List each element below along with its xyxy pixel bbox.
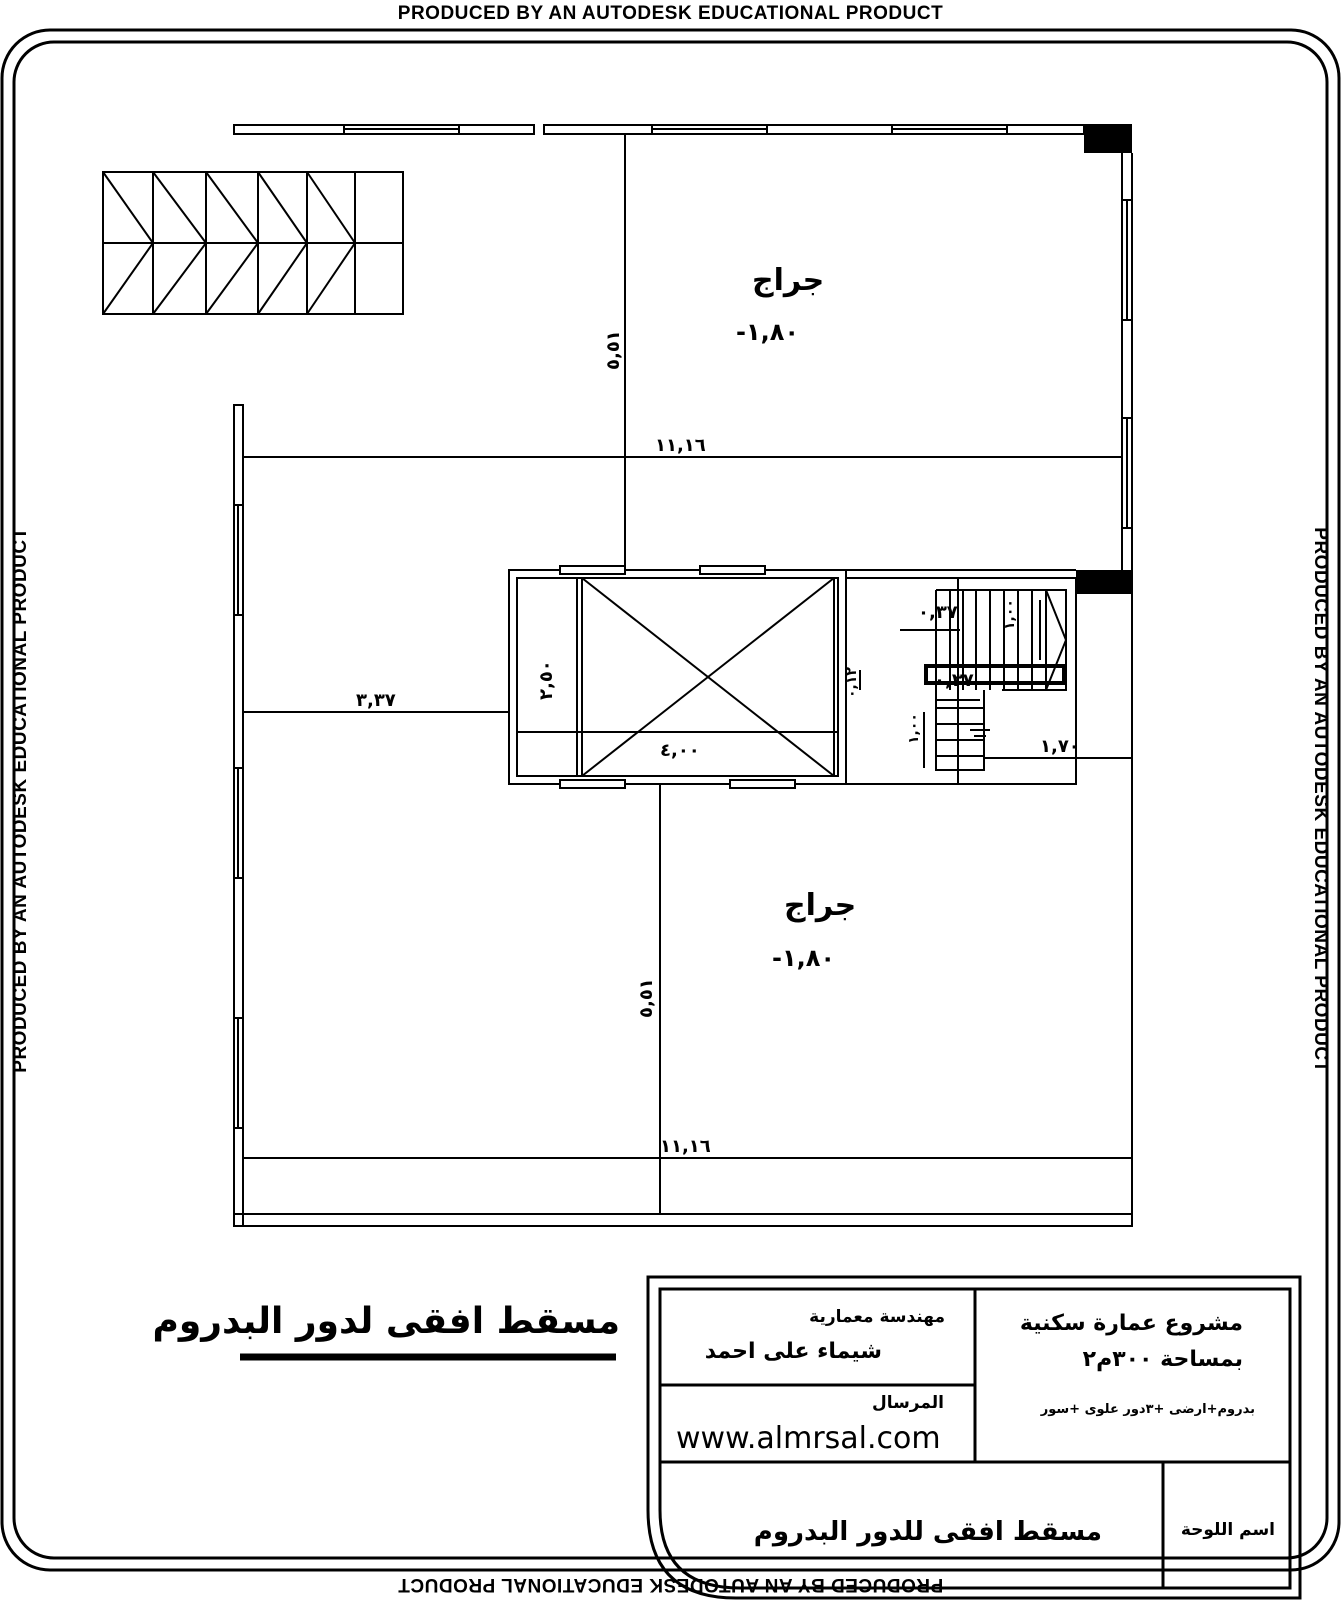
sheet-name: مسقط افقى للدور البدروم	[753, 1517, 1102, 1547]
dim-elevator-width: ٤,٠٠	[660, 740, 700, 761]
dim-height-top: ٥,٥١	[603, 330, 624, 370]
watermark-right: PRODUCED BY AN AUTODESK EDUCATIONAL PRODUCT	[1310, 527, 1331, 1073]
right-wall	[1122, 153, 1132, 1222]
dim-stair-a: ٠,٣٧	[918, 602, 958, 623]
column	[1076, 570, 1132, 594]
room-level-garage-bottom: -١,٨٠	[772, 944, 836, 972]
dim-width-top: ١١,١٦	[655, 435, 706, 456]
dim-height-bottom: ٥,٥١	[636, 978, 657, 1018]
watermark-left: PRODUCED BY AN AUTODESK EDUCATIONAL PRODUCT	[10, 527, 31, 1073]
project-line-1: مشروع عمارة سكنية	[1019, 1311, 1243, 1336]
watermark-top: PRODUCED BY AN AUTODESK EDUCATIONAL PRODUCT	[397, 3, 944, 24]
engineer-name: شيماء على احمد	[704, 1339, 882, 1364]
room-level-garage-top: -١,٨٠	[736, 318, 800, 346]
dim-stair-c: ١,٠٠	[1002, 599, 1018, 630]
ramp-hatch	[103, 172, 403, 314]
site-name: المرسال	[871, 1393, 944, 1413]
room-name-garage-bottom: جراج	[784, 888, 857, 923]
dim-stair-d: ١,٠٠	[906, 713, 922, 744]
project-line-2: بمساحة ٣٠٠م٢	[1082, 1347, 1243, 1372]
dim-stair-b: ٠,٣٧	[934, 670, 974, 691]
column	[1084, 124, 1132, 153]
top-wall	[234, 125, 1084, 134]
dim-elevator-depth: ٢,٥٠	[536, 660, 557, 700]
room-name-garage-top: جراج	[752, 263, 825, 298]
dim-stair-right: ١,٧٠	[1040, 736, 1080, 757]
dim-stair-e: ٠,١٢	[844, 667, 860, 698]
left-wall	[234, 405, 243, 1226]
sheet-label: اسم اللوحة	[1180, 1520, 1275, 1540]
drawing-title: مسقط افقى لدور البدروم	[152, 1301, 620, 1342]
dim-width-bottom: ١١,١٦	[660, 1136, 711, 1157]
site-url: www.almrsal.com	[676, 1421, 941, 1456]
project-line-3: بدروم+ارضى +٣دور علوى +سور	[1040, 1402, 1255, 1417]
engineer-label: مهندسة معمارية	[809, 1307, 945, 1327]
watermark-bottom: PRODUCED BY AN AUTODESK EDUCATIONAL PRODUCT	[397, 1574, 944, 1595]
bottom-wall	[234, 1214, 1132, 1226]
dimension-lines	[243, 134, 1132, 1214]
dim-left-gap: ٣,٣٧	[356, 690, 396, 711]
